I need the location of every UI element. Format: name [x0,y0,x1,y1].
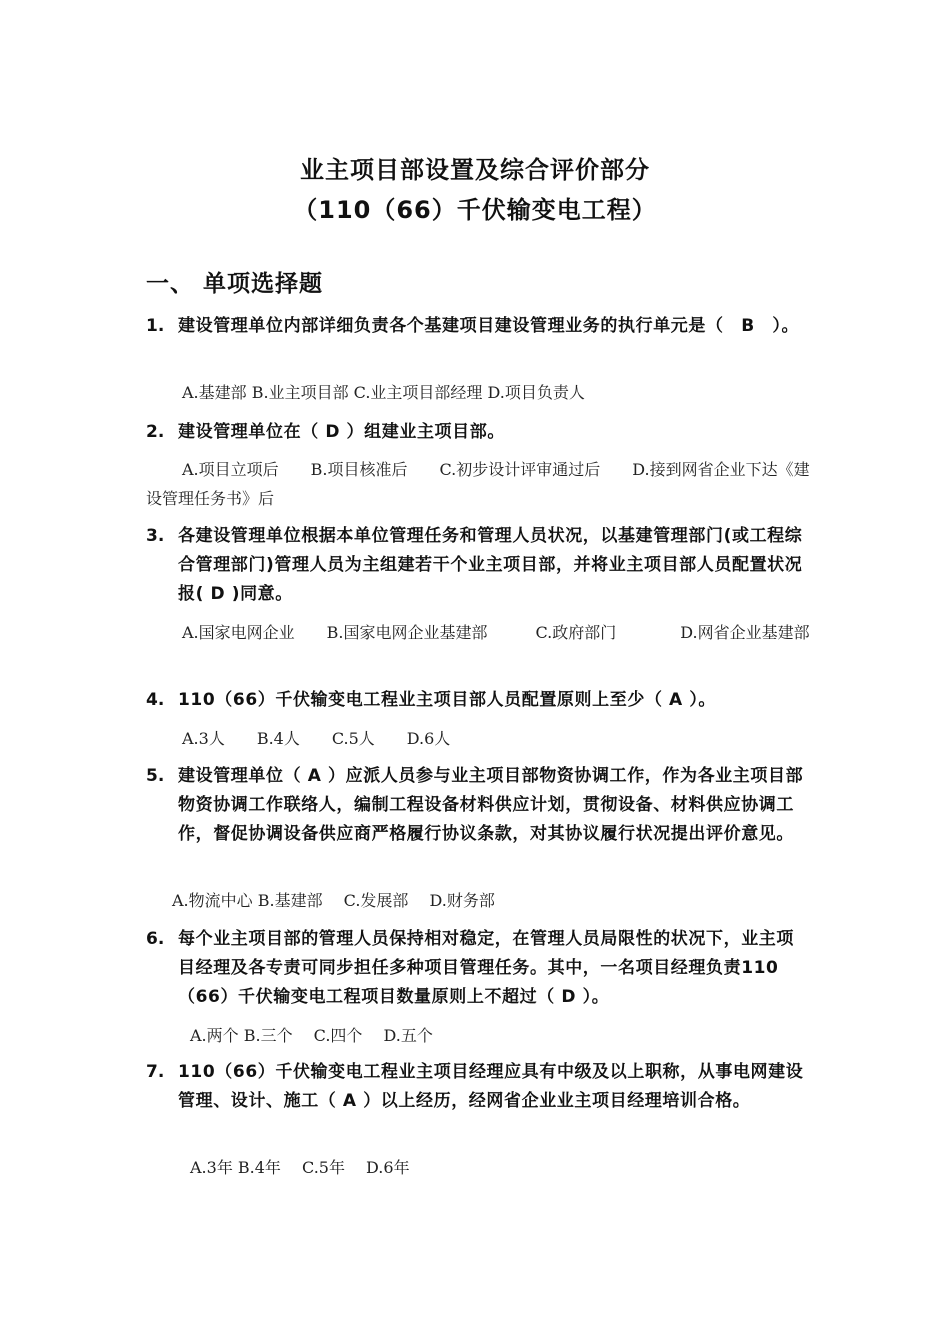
question-text: 110（66）千伏输变电工程业主项目经理应具有中级及以上职称，从事电网建设管理、设计、施工（ A ）以上经历，经网省企业业主项目经理培训合格。 [178,1062,804,1111]
question-text: 每个业主项目部的管理人员保持相对稳定，在管理人员局限性的状况下，业主项目经理及各专责可同步担任多种项目管理任务。其中，一名项目经理负责110（66）千伏输变电工程项目数量原则上不超过（ D ）。 [178,929,794,1007]
question-number: 7. [146,1062,165,1082]
question-number: 1. [146,316,165,336]
question-5 [146,762,811,849]
question-2 [146,418,811,447]
question-6-options: A.两个 B.三个 C.四个 D.五个 [190,1026,433,1045]
question-5-options: A.物流中心 B.基建部 C.发展部 D.财务部 [172,891,495,910]
question-4-options: A.3人 B.4人 C.5人 D.6人 [182,729,451,748]
question-number: 2. [146,422,165,442]
question-text: 各建设管理单位根据本单位管理任务和管理人员状况，以基建管理部门(或工程综合管理部门)管理人员为主组建若干个业主项目部，并将业主项目部人员配置状况报( D )同意。 [178,526,803,604]
question-7-options: A.3年 B.4年 C.5年 D.6年 [190,1158,410,1177]
question-text: 建设管理单位在（ D ）组建业主项目部。 [178,422,505,442]
section-heading: 一、 单项选择题 [146,271,324,297]
question-4 [146,686,811,715]
question-number: 6. [146,929,165,949]
question-number: 5. [146,766,165,786]
document-title: 业主项目部设置及综合评价部分 [300,156,650,184]
question-text: 110（66）千伏输变电工程业主项目部人员配置原则上至少（ A ）。 [178,690,717,710]
question-number: 4. [146,690,165,710]
question-text: 建设管理单位内部详细负责各个基建项目建设管理业务的执行单元是（ B ）。 [178,316,800,336]
question-number: 3. [146,526,165,546]
question-2-options: A.项目立项后 B.项目核准后 C.初步设计评审通过后 D.接到网省企业下达《建设管理任务书》后 [146,460,810,508]
question-3-options: A.国家电网企业 B.国家电网企业基建部 C.政府部门 D.网省企业基建部 [182,623,810,642]
question-7 [146,1058,811,1116]
document-subtitle: （110（66）千伏输变电工程） [293,196,657,224]
question-3 [146,522,811,609]
question-1-options: A.基建部 B.业主项目部 C.业主项目部经理 D.项目负责人 [182,383,585,402]
question-6 [146,925,811,1012]
question-text: 建设管理单位（ A ）应派人员参与业主项目部物资协调工作，作为各业主项目部物资协调工作联络人，编制工程设备材料供应计划，贯彻设备、材料供应协调工作，督促协调设备供应商严格履行协议条款，对其协议履行状况提出评价意见。 [178,766,804,844]
question-1 [146,312,811,341]
